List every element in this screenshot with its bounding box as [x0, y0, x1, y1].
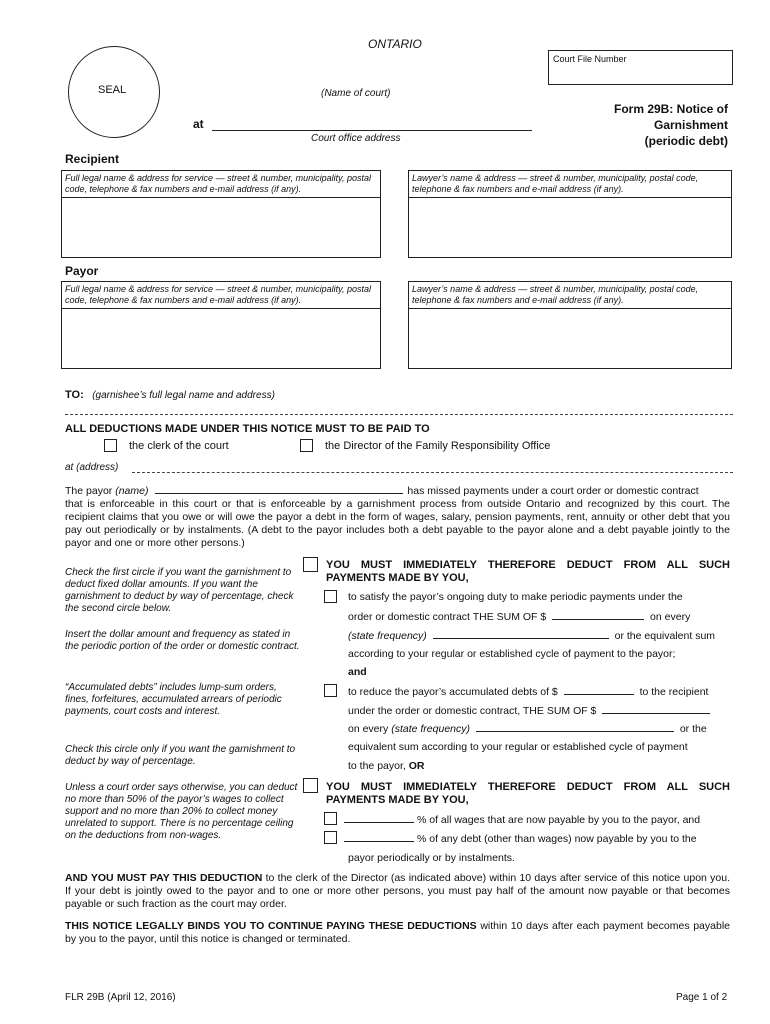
payor-paragraph-line1 [65, 484, 730, 497]
court-office-address-line[interactable] [212, 130, 532, 131]
accumulated-debts-label: to reduce the payor’s accumulated debts of $ [348, 686, 558, 698]
at-label: at [193, 117, 204, 131]
court-file-number-label: Court File Number [553, 54, 627, 64]
accumulated-recipient: to the recipient [639, 686, 709, 698]
payor-lawyer-label: Lawyer’s name & address — street & number, municipality, postal code, telephone & fax numbers and e-mail address (if any). [409, 282, 731, 309]
wages-percent-line [344, 813, 700, 826]
form-title-line1: Form 29B: Notice of [613, 102, 728, 116]
clerk-checkbox[interactable] [104, 439, 117, 452]
sidenote-fixed: Check the first circle if you want the garnishment to deduct fixed dollar amounts. If you want the garnishment to deduct by way of percentage, check the second circle below. [65, 567, 294, 614]
accumulated-debts-checkbox[interactable] [324, 684, 337, 697]
debt-percent-line2: payor periodically or by instalments. [348, 852, 515, 864]
director-checkbox[interactable] [300, 439, 313, 452]
wages-percent-checkbox[interactable] [324, 812, 337, 825]
periodic-line2 [348, 610, 730, 623]
accumulated-sum-line[interactable] [602, 704, 710, 714]
payor-text-b: has missed payments under a court order or domestic contract [407, 485, 699, 497]
accumulated-sum-label: under the order or domestic contract, THE SUM OF $ [348, 705, 597, 717]
accumulated-line1 [348, 685, 730, 698]
accumulated-debts-line[interactable] [564, 685, 634, 695]
to-label: TO: [65, 389, 84, 401]
sidenote-ceiling: Unless a court order says otherwise, you can deduct no more than 50% of the payor’s wages to collect support and no more than 20% to collect money unrelated to support. There is no percentage ceiling on the deductions from non-wages. [65, 782, 298, 841]
director-option-label: the Director of the Family Responsibility Office [325, 440, 551, 452]
payor-party-label: Full legal name & address for service — street & number, municipality, postal code, telephone & fax numbers and e-mail address (if any). [62, 282, 380, 309]
debt-percent-checkbox[interactable] [324, 831, 337, 844]
periodic-line4: according to your regular or established cycle of payment to the payor; [348, 648, 676, 660]
payor-name-line[interactable] [155, 484, 403, 494]
periodic-payments-checkbox[interactable] [324, 590, 337, 603]
periodic-sum-line[interactable] [552, 610, 644, 620]
debt-percent-line [344, 832, 697, 845]
debt-percent-label: % of any debt (other than wages) now payable by you to the [417, 833, 697, 845]
garnishee-address-line[interactable] [65, 414, 733, 415]
payor-lawyer-box[interactable] [408, 281, 732, 369]
periodic-on-every: on every [650, 611, 691, 623]
accumulated-on-every: on every [348, 723, 392, 735]
fixed-amount-option-box[interactable] [303, 557, 318, 572]
periodic-frequency-hint: (state frequency) [348, 630, 427, 642]
payor-paragraph-rest: that is enforceable in this court or that is enforceable by a garnishment process from outside Ontario and recognized by this court. The recipient claims that you owe or will owe the payor a debt in the form of wages, salary, pension payments, rent, annuity or other debt that you pay out periodically or by instalments. (A debt to the payor includes both a debt payable to the payor alone and a debt payable jointly to the payor and one or more other persons.) [65, 498, 730, 549]
recipient-party-label: Full legal name & address for service — street & number, municipality, postal code, telephone & fax numbers and e-mail address (if any). [62, 171, 380, 198]
court-file-number-field[interactable] [548, 50, 733, 85]
or-label: OR [408, 760, 425, 772]
and-label: and [348, 666, 367, 678]
fixed-amount-heading: YOU MUST IMMEDIATELY THEREFORE DEDUCT FROM ALL SUCH PAYMENTS MADE BY YOU, [326, 559, 730, 584]
clerk-option-label: the clerk of the court [129, 440, 229, 452]
periodic-frequency-line[interactable] [433, 629, 609, 639]
name-of-court-label: (Name of court) [321, 88, 391, 99]
recipient-lawyer-label: Lawyer’s name & address — street & number, municipality, postal code, telephone & fax numbers and e-mail address (if any). [409, 171, 731, 198]
percentage-option-box[interactable] [303, 778, 318, 793]
wages-percent-input[interactable] [344, 813, 414, 823]
periodic-line1: to satisfy the payor’s ongoing duty to make periodic payments under the [348, 591, 683, 603]
debt-percent-input[interactable] [344, 832, 414, 842]
recipient-party-box[interactable] [61, 170, 381, 258]
accumulated-or-the: or the [679, 723, 707, 735]
closing-paragraph-2 [65, 920, 730, 946]
closing-1-text: to the clerk of the Director (as indicated above) within 10 days after service of this notice upon you. If your debt is jointly owed to the payor and to one or more other persons, you must pay half of the amount now payable or that becomes payable or such fraction as the court may order. [65, 872, 731, 910]
payor-name-hint: (name) [115, 485, 149, 497]
closing-2-bold: THIS NOTICE LEGALLY BINDS YOU TO CONTINUE PAYING THESE DEDUCTIONS [65, 920, 477, 932]
form-title-line3: (periodic debt) [644, 134, 728, 148]
address-line[interactable] [132, 472, 733, 473]
form-id-footer: FLR 29B (April 12, 2016) [65, 992, 176, 1003]
to-hint: (garnishee’s full legal name and address) [92, 390, 275, 401]
closing-1-bold: AND YOU MUST PAY THIS DEDUCTION [65, 872, 263, 884]
payor-party-box[interactable] [61, 281, 381, 369]
form-title-line2: Garnishment [653, 118, 728, 132]
form-title [540, 101, 728, 149]
recipient-lawyer-box[interactable] [408, 170, 732, 258]
deductions-heading: ALL DEDUCTIONS MADE UNDER THIS NOTICE MUST TO BE PAID TO [65, 423, 430, 435]
accumulated-frequency-line[interactable] [476, 722, 674, 732]
sidenote-amount: Insert the dollar amount and frequency as stated in the periodic portion of the order or domestic contract. [65, 629, 300, 652]
payor-heading: Payor [65, 264, 99, 278]
periodic-equivalent: or the equivalent sum [614, 630, 716, 642]
accumulated-frequency-hint: (state frequency) [391, 723, 470, 735]
periodic-sum-label: order or domestic contract THE SUM OF $ [348, 611, 547, 623]
percentage-heading: YOU MUST IMMEDIATELY THEREFORE DEDUCT FROM ALL SUCH PAYMENTS MADE BY YOU, [326, 781, 730, 806]
accumulated-line4: equivalent sum according to your regular or established cycle of payment [348, 741, 688, 753]
seal-label: SEAL [98, 84, 127, 96]
sidenote-percentage: Check this circle only if you want the garnishment to deduct by way of percentage. [65, 744, 296, 767]
to-line [65, 385, 275, 403]
closing-paragraph-1 [65, 872, 730, 911]
periodic-line3 [348, 629, 730, 642]
accumulated-line2 [348, 704, 732, 717]
wages-percent-label: % of all wages that are now payable by you to the payor, and [417, 814, 701, 826]
accumulated-line5 [348, 760, 424, 772]
recipient-heading: Recipient [65, 152, 120, 166]
closing-2-text: within 10 days after each payment becomes payable by you to the payor, until this notice is changed or terminated. [65, 920, 730, 945]
at-address-label: at (address) [65, 462, 119, 473]
accumulated-to-payor: to the payor, [348, 760, 409, 772]
page-number: Page 1 of 2 [676, 992, 728, 1003]
court-office-address-label: Court office address [311, 133, 401, 144]
province-heading: ONTARIO [368, 37, 422, 51]
accumulated-line3 [348, 722, 730, 735]
payor-text-a: The payor [65, 485, 116, 497]
sidenote-accumulated: “Accumulated debts” includes lump-sum orders, fines, forfeitures, accumulated arrears of periodic payments, court costs and interest. [65, 682, 282, 717]
